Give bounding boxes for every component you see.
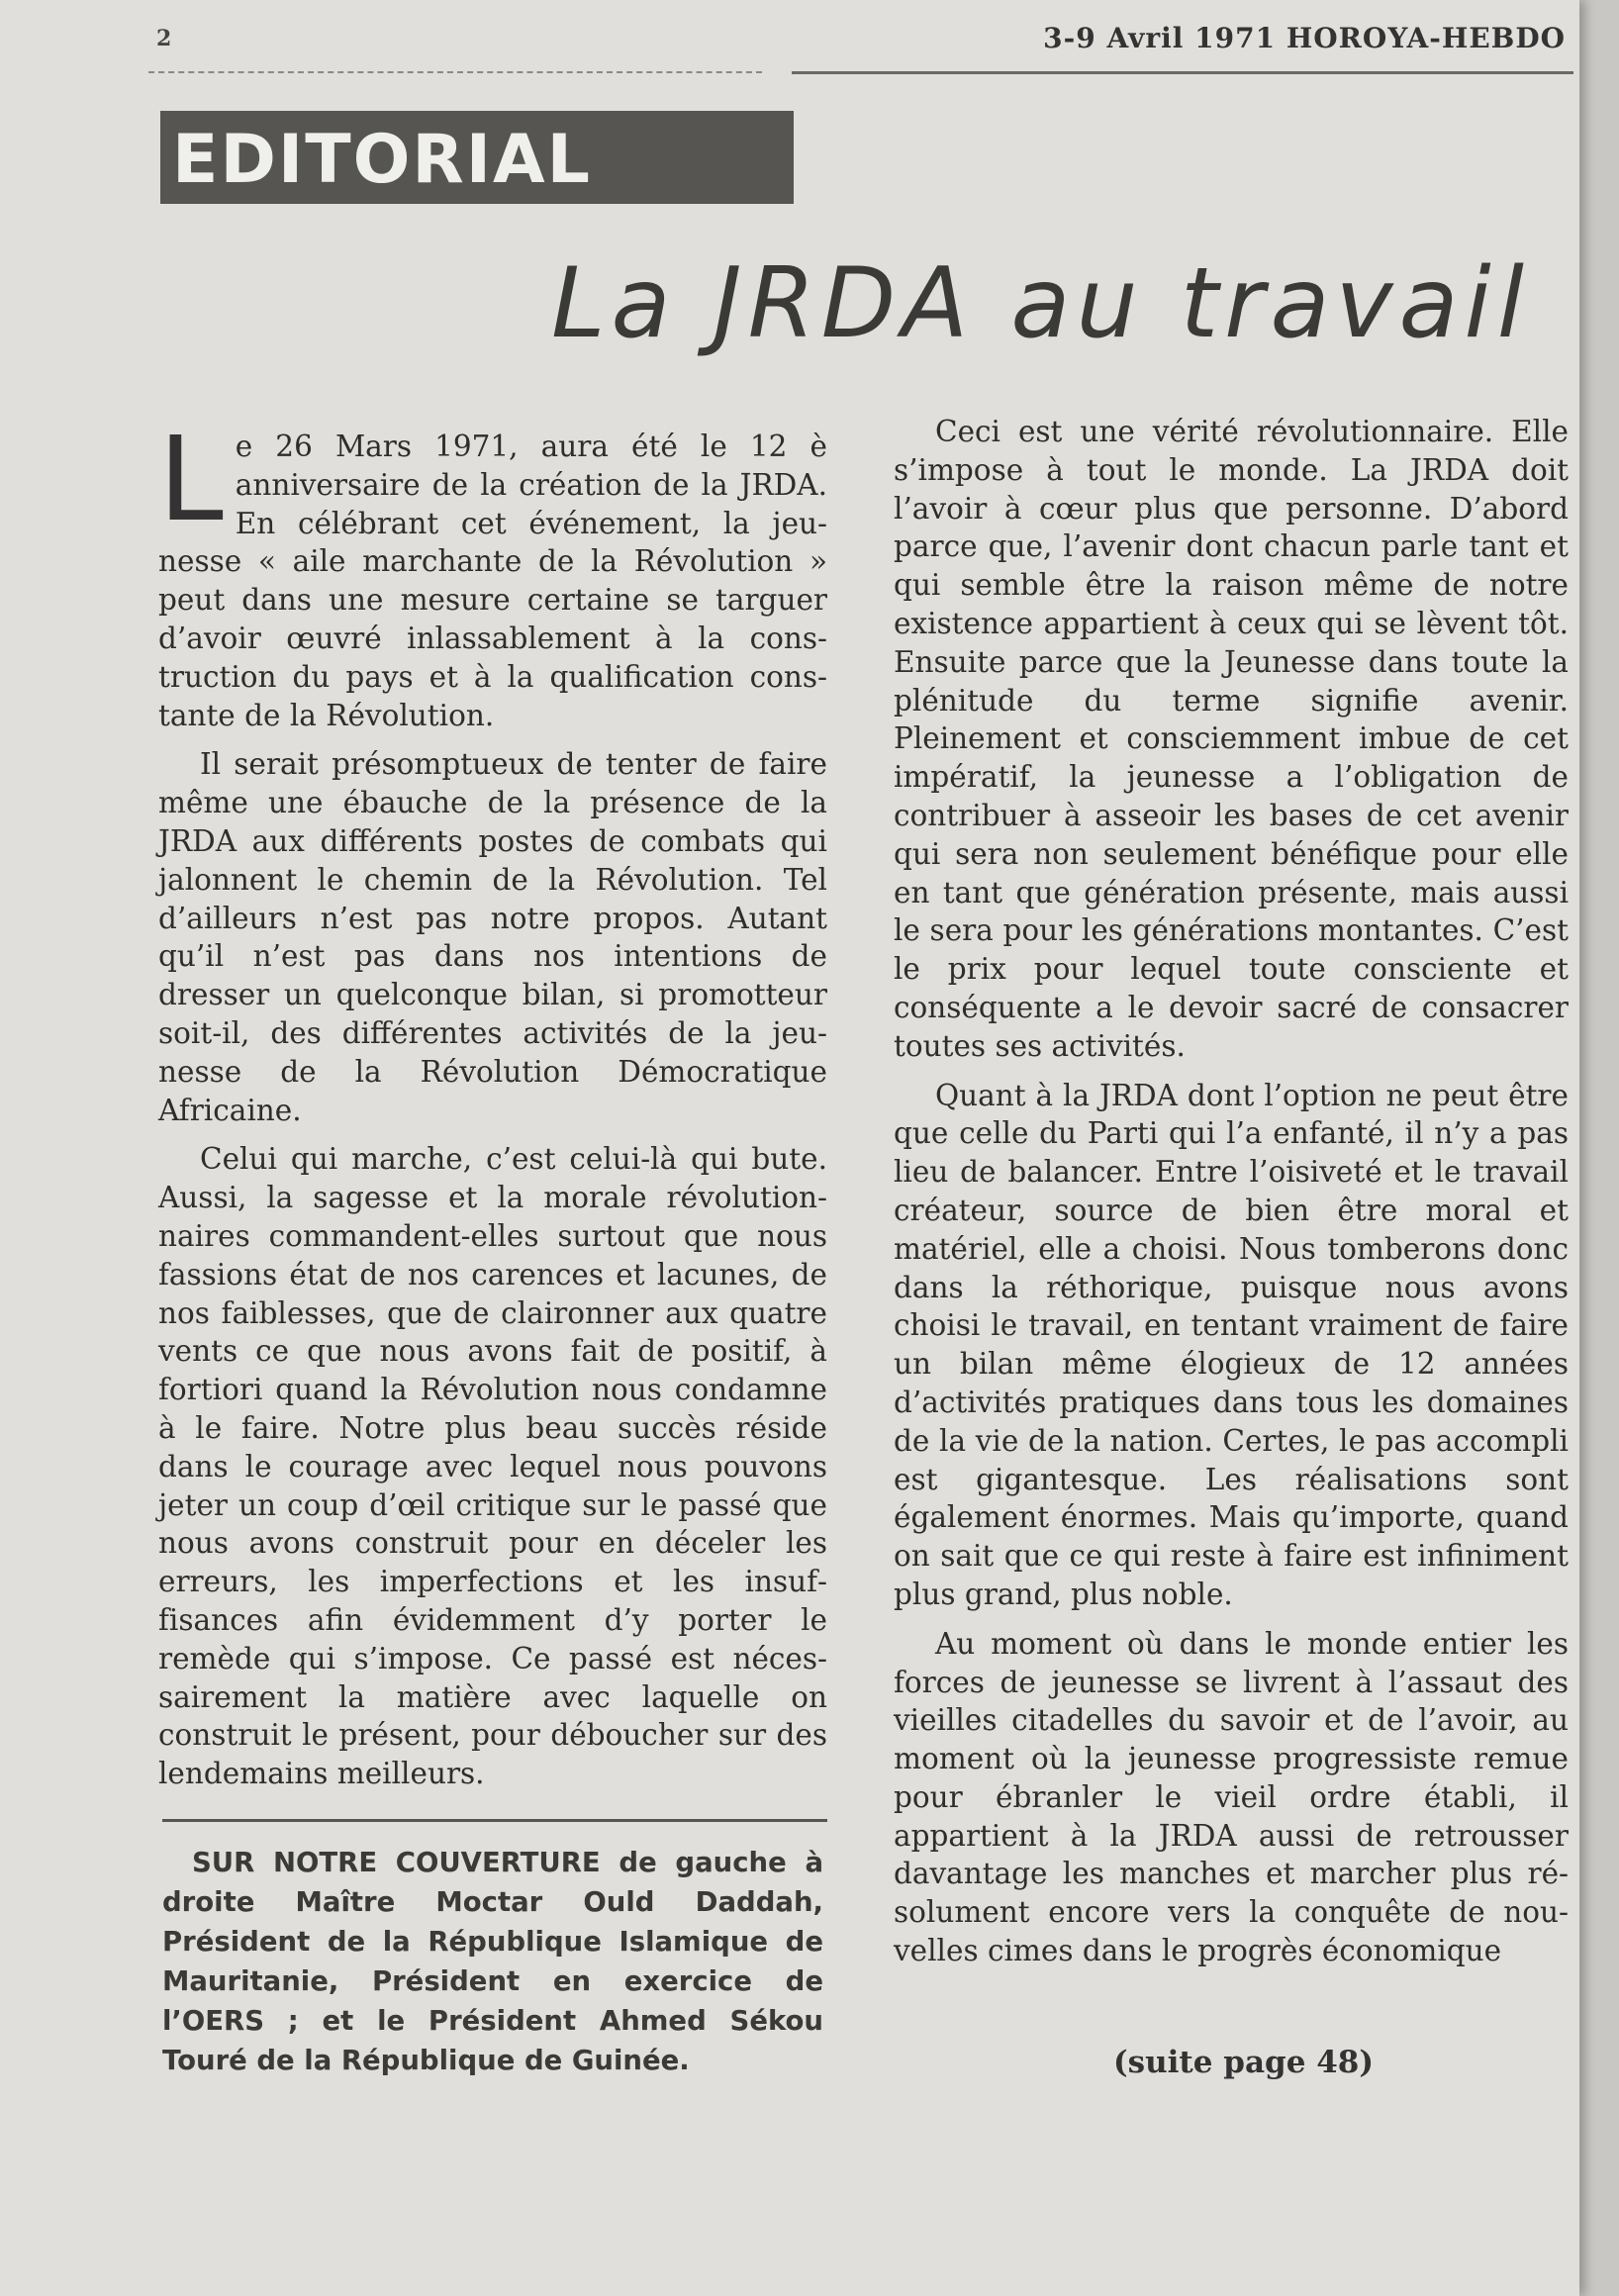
paragraph: Au moment où dans le monde entier les forces de jeunesse se livrent à l’assaut des vieilles citadelles du savoir et de l’avoir, au moment où la jeunesse progressiste remue pour ébranler le vieil ordre établi, il appartient à la JRDA aussi de retrousser davantage les manches et marcher plus résolument encore vers la conquête de nouvelles cimes dans le progrès économique	[894, 1626, 1569, 1968]
right-column	[894, 413, 1569, 1981]
caption-text: de gauche à droite Maître Moctar Ould Daddah, Président de la République Islamique de Mauritanie, Président en exercice de l’OERS ; et le Président Ahmed Sékou Touré de la République de Guinée.	[162, 1847, 823, 2076]
page-number: 2	[156, 26, 172, 51]
paragraph: Quant à la JRDA dont l’option ne peut être que celle du Parti qui l’a enfanté, il n’y a pas lieu de balancer. Entre l’oisiveté et le travail créateur, source de bien être moral et matériel, elle a choisi. Nous tomberons donc dans la réthorique, puisque nous avons choisi le travail, en tentant vraiment de faire un bilan même élogieux de 12 années d’activités pratiques dans tous les domaines de la vie de la nation. Certes, le pas accompli est gigantesque. Les réalisations sont également énormes. Mais qu’importe, quand on sait que ce qui reste à faire est infiniment plus grand, plus noble.	[894, 1078, 1569, 1611]
drop-cap: L	[158, 411, 224, 547]
caption-lead: SUR NOTRE COUVERTURE	[192, 1847, 601, 1878]
issue-date-masthead: 3-9 Avril 1971 HOROYA-HEBDO	[1043, 22, 1566, 54]
left-column	[158, 411, 827, 1804]
caption-divider	[162, 1819, 827, 1822]
header-rule-right	[792, 71, 1573, 74]
headline: La JRDA au travail	[550, 247, 1530, 360]
paragraph-text: e 26 Mars 1971, aura été le 12 è anniversaire de la création de la JRDA. En célébrant cet événement, la jeunesse « aile marchante de la Révolution » peut dans une mesure certaine se targuer d’avoir œuvré inlassablement à la construction du pays et à la qualification constante de la Révolution.	[158, 430, 827, 732]
paragraph	[158, 411, 827, 734]
paragraph: Ceci est une vérité révolutionnaire. Elle s’impose à tout le monde. La JRDA doit l’avoir à cœur plus que personne. D’abord parce que, l’avenir dont chacun parle tant et qui semble être la raison même de notre existence appartient à ceux qui se lèvent tôt. Ensuite parce que la Jeunesse dans toute la plénitude du terme signifie avenir. Pleinement et consciemment imbue de cet impératif, la jeunesse a l’obligation de contribuer à asseoir les bases de cet avenir qui sera non seulement bénéfique pour elle en tant que génération présente, mais aussi le sera pour les générations montantes. C’est le prix pour lequel toute consciente et conséquente a le devoir sacré de consacrer toutes ses activités.	[894, 415, 1569, 1063]
paragraph: Il serait présomptueux de tenter de faire même une ébauche de la présence de la JRDA aux différents postes de combats qui jalonnent le chemin de la Révolution. Tel d’ailleurs n’est pas notre propos. Autant qu’il n’est pas dans nos intentions de dresser un quelconque bilan, si promotteur soit-il, des différentes activités de la jeunesse de la Révolution Démocratique Africaine.	[158, 747, 827, 1127]
page-header	[148, 10, 1573, 69]
section-label: EDITORIAL	[172, 121, 593, 199]
section-band	[160, 111, 794, 204]
paragraph: Celui qui marche, c’est celui-là qui bute. Aussi, la sagesse et la morale révolutionnaires commandent-elles surtout que nous fassions état de nos carences et lacunes, de nos faiblesses, que de claironner aux quatre vents ce que nous avons fait de positif, à fortiori quand la Révolution nous condamne à le faire. Notre plus beau succès réside dans le courage avec lequel nous pouvons jeter un coup d’œil critique sur le passé que nous avons construit pour en déceler les erreurs, les imperfections et les insuffisances afin évidemment d’y porter le remède qui s’impose. Ce passé est nécessairement la matière avec laquelle on construit le présent, pour déboucher sur des lendemains meilleurs.	[158, 1142, 827, 1791]
cover-caption	[162, 1843, 823, 2080]
header-rule-left	[148, 71, 762, 73]
continued-note: (suite page 48)	[1113, 2045, 1375, 2080]
